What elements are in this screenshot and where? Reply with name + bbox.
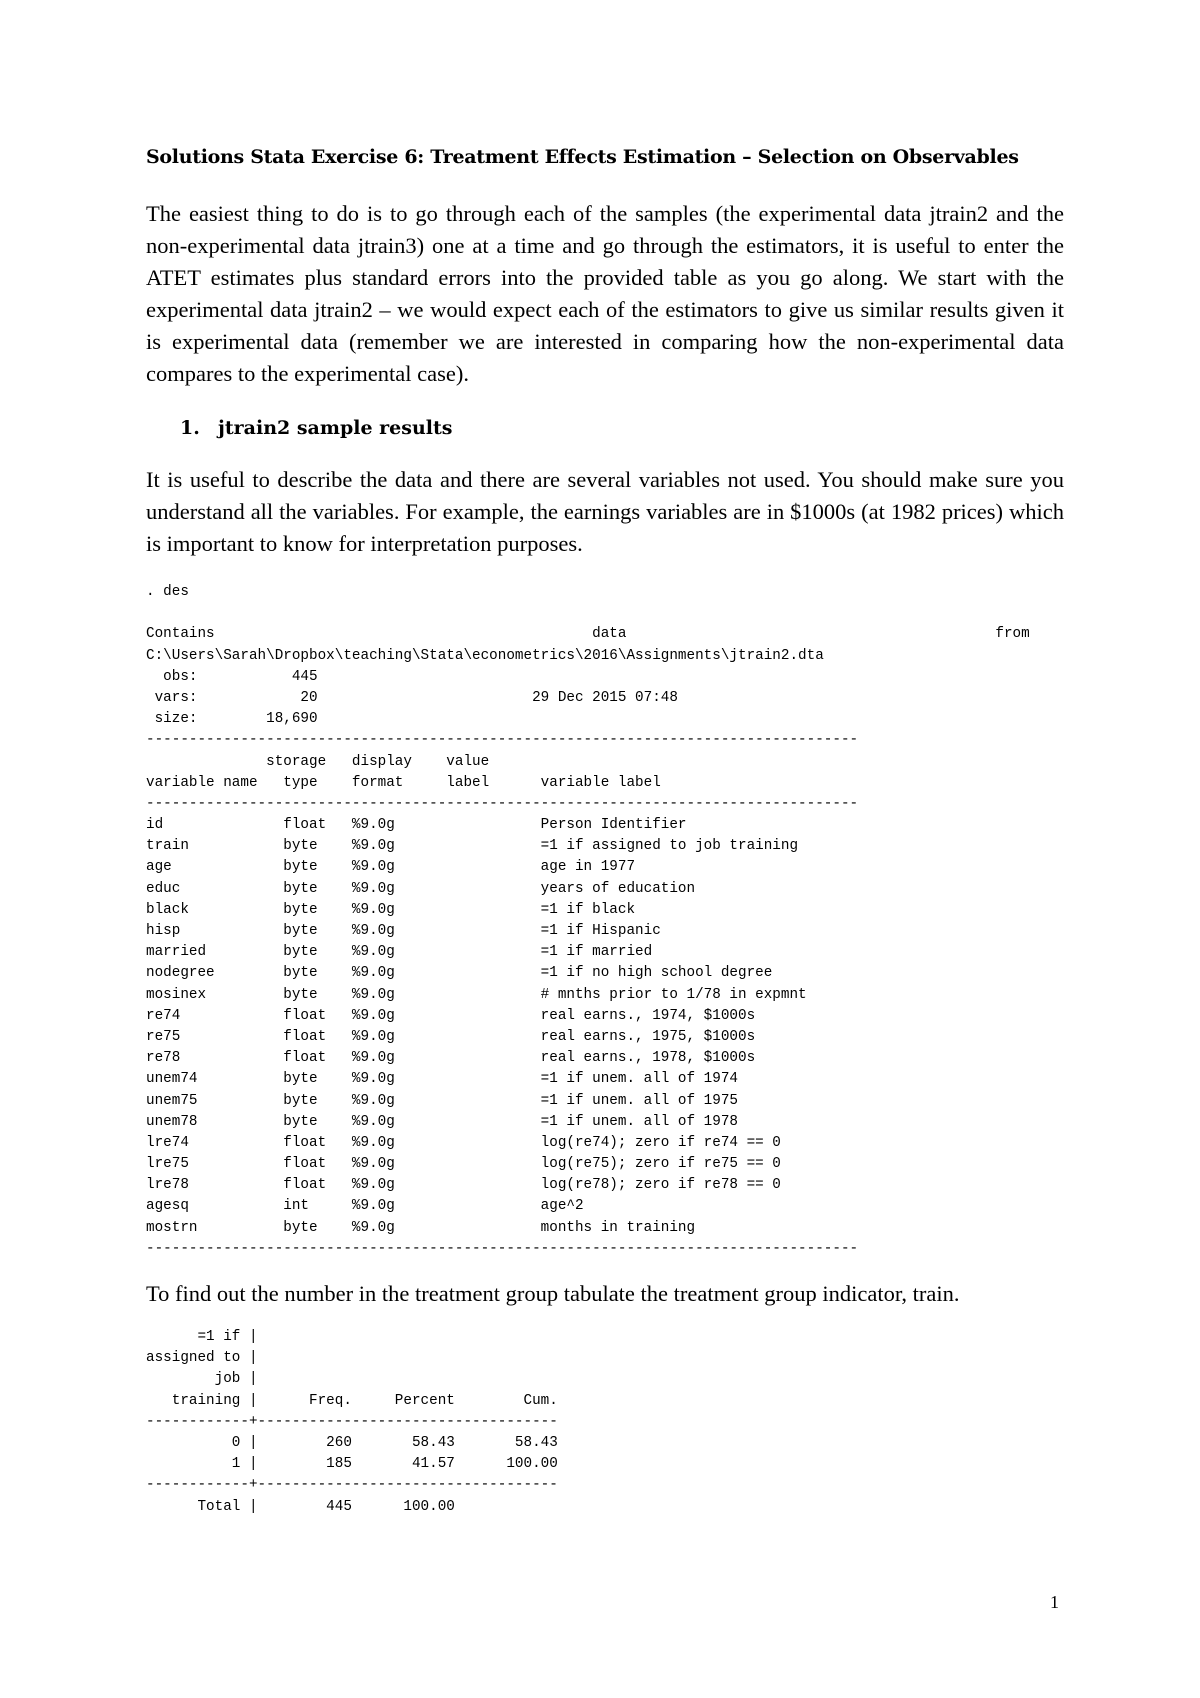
describe-output-line: lre74 float %9.0g log(re74); zero if re74 == 0 bbox=[146, 1134, 781, 1151]
describe-output-line: re75 float %9.0g real earns., 1975, $1000s bbox=[146, 1028, 756, 1045]
describe-output-line: train byte %9.0g =1 if assigned to job training bbox=[146, 838, 799, 855]
describe-output-line: ----------------------------------------------------------------------------------- bbox=[146, 795, 859, 812]
section-title: jtrain2 sample results bbox=[218, 417, 453, 439]
describe-output-line bbox=[146, 603, 1030, 624]
describe-output-line: obs: 445 bbox=[146, 668, 318, 685]
describe-output-line: variable name type format label variable label bbox=[146, 774, 661, 791]
describe-output-line: size: 18,690 bbox=[146, 711, 318, 728]
tabulate-output bbox=[146, 1327, 558, 1518]
describe-output-line: lre78 float %9.0g log(re78); zero if re78 == 0 bbox=[146, 1177, 781, 1194]
describe-output-line: agesq int %9.0g age^2 bbox=[146, 1198, 584, 1215]
describe-output bbox=[146, 582, 1030, 1260]
describe-output-line: . des bbox=[146, 584, 189, 600]
describe-output-line: C:\Users\Sarah\Dropbox\teaching\Stata\econometrics\2016\Assignments\jtrain2.dta bbox=[146, 647, 824, 664]
describe-output-line: vars: 20 29 Dec 2015 07:48 bbox=[146, 689, 678, 706]
describe-paragraph: It is useful to describe the data and there are several variables not used. You should make sure you understand all the variables. For example, the earnings variables are in $1000s (at 1982 prices) which is important to know for interpretation purposes. bbox=[146, 467, 1064, 556]
describe-output-line: nodegree byte %9.0g =1 if no high school degree bbox=[146, 965, 773, 982]
section-number: 1. bbox=[180, 417, 200, 439]
describe-output-line: lre75 float %9.0g log(re75); zero if re75 == 0 bbox=[146, 1156, 781, 1173]
describe-output-line: educ byte %9.0g years of education bbox=[146, 880, 696, 897]
describe-output-line: married byte %9.0g =1 if married bbox=[146, 944, 653, 961]
tabulate-paragraph: To find out the number in the treatment group tabulate the treatment group indicator, train. bbox=[146, 1281, 960, 1306]
tabulate-output-line: =1 if | bbox=[146, 1329, 258, 1345]
describe-output-line: Contains data from bbox=[146, 626, 1030, 643]
page-title: Solutions Stata Exercise 6: Treatment Effects Estimation – Selection on Observables bbox=[146, 146, 1019, 168]
describe-output-line: unem75 byte %9.0g =1 if unem. all of 1975 bbox=[146, 1092, 738, 1109]
tabulate-output-line: assigned to | bbox=[146, 1350, 258, 1367]
tabulate-output-line: ------------+----------------------------------- bbox=[146, 1413, 558, 1430]
describe-output-line: unem78 byte %9.0g =1 if unem. all of 1978 bbox=[146, 1113, 738, 1130]
tabulate-output-line: training | Freq. Percent Cum. bbox=[146, 1392, 558, 1409]
tabulate-output-line: ------------+----------------------------------- bbox=[146, 1477, 558, 1494]
describe-output-line: ----------------------------------------------------------------------------------- bbox=[146, 732, 859, 749]
tabulate-output-line: Total | 445 100.00 bbox=[146, 1498, 455, 1515]
describe-output-line: re78 float %9.0g real earns., 1978, $1000s bbox=[146, 1050, 756, 1067]
describe-output-line: mostrn byte %9.0g months in training bbox=[146, 1219, 696, 1236]
describe-output-line: age byte %9.0g age in 1977 bbox=[146, 859, 636, 876]
describe-output-line: storage display value bbox=[146, 753, 490, 770]
describe-output-line: unem74 byte %9.0g =1 if unem. all of 1974 bbox=[146, 1071, 738, 1088]
describe-output-line: re74 float %9.0g real earns., 1974, $1000s bbox=[146, 1007, 756, 1024]
describe-output-line: hisp byte %9.0g =1 if Hispanic bbox=[146, 923, 661, 939]
describe-output-line: id float %9.0g Person Identifier bbox=[146, 817, 687, 834]
describe-output-line: ----------------------------------------------------------------------------------- bbox=[146, 1240, 859, 1257]
describe-output-line: black byte %9.0g =1 if black bbox=[146, 901, 636, 918]
intro-paragraph: The easiest thing to do is to go through each of the samples (the experimental data jtrain2 and the non-experimental data jtrain3) one at a time and go through the estimators, it is useful to enter the ATET estimates plus standard errors into the provided table as you go along. We start with the experimental data jtrain2 – we would expect each of the estimators to give us similar results given it is experimental data (remember we are interested in comparing how the non-experimental data compares to the experimental case). bbox=[146, 201, 1064, 386]
tabulate-output-line: job | bbox=[146, 1371, 258, 1388]
page-number: 1 bbox=[1050, 1592, 1059, 1612]
section-heading bbox=[180, 417, 452, 439]
describe-output-line: mosinex byte %9.0g # mnths prior to 1/78 in expmnt bbox=[146, 986, 807, 1003]
tabulate-output-line: 0 | 260 58.43 58.43 bbox=[146, 1434, 558, 1451]
tabulate-output-line: 1 | 185 41.57 100.00 bbox=[146, 1456, 558, 1473]
